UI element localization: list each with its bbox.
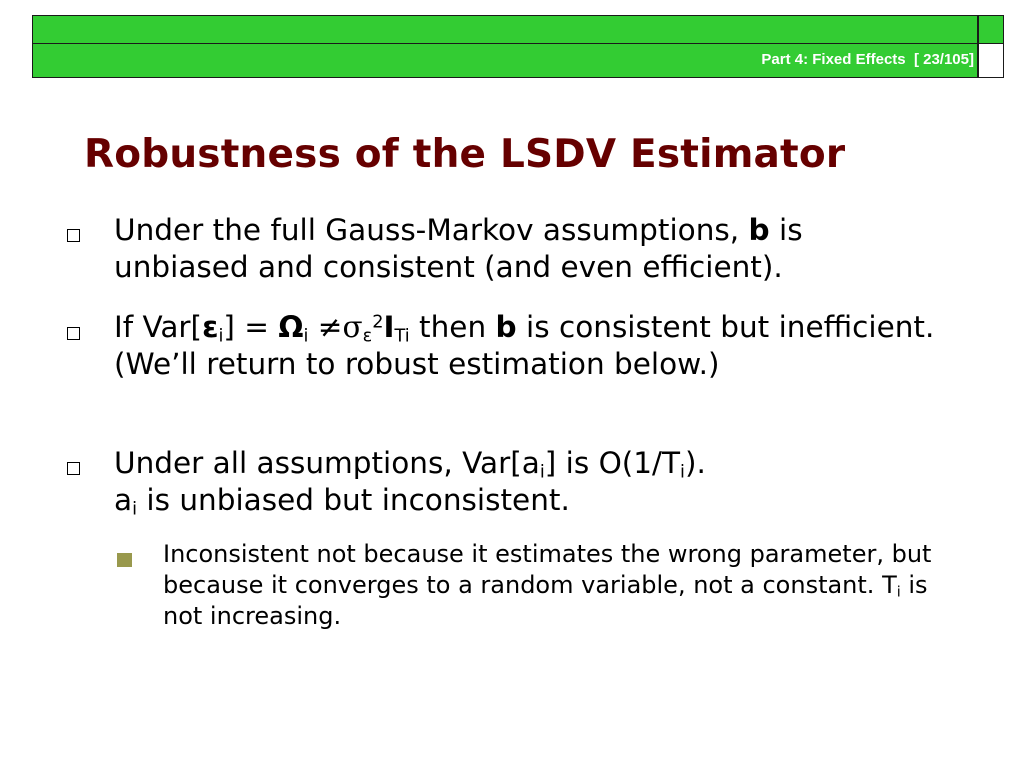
hollow-square-bullet-icon xyxy=(67,327,80,340)
bullet-text: Inconsistent not because it estimates the wrong parameter, but because it converges to a random variable, not a constant. T xyxy=(163,540,932,599)
subscript: i xyxy=(218,326,224,347)
header-band-top xyxy=(32,15,978,44)
epsilon-symbol: ε xyxy=(202,310,219,344)
superscript: 2 xyxy=(372,312,384,333)
omega-symbol: Ω xyxy=(278,310,304,344)
identity-symbol: I xyxy=(383,310,395,344)
header-corner-top xyxy=(978,15,1004,44)
bullet-item-all-assumptions xyxy=(114,445,944,519)
bullet-text: then xyxy=(409,310,496,344)
bullet-text: If Var[ xyxy=(114,310,203,344)
subscript: i xyxy=(132,499,137,520)
slide-title: Robustness of the LSDV Estimator xyxy=(84,132,846,177)
bullet-item-heteroscedastic xyxy=(114,309,944,383)
subscript: ε xyxy=(362,326,373,347)
filled-square-bullet-icon xyxy=(117,553,132,567)
estimator-symbol: b xyxy=(748,213,770,247)
bullet-text: ] = xyxy=(223,310,279,344)
subscript: i xyxy=(680,462,685,483)
subscript: i xyxy=(896,584,901,601)
bullet-text: is unbiased and consistent (and even efficient). xyxy=(114,213,803,284)
bullet-text: ≠ xyxy=(308,310,343,344)
subscript: i xyxy=(303,326,309,347)
bullet-item-gauss-markov xyxy=(114,212,944,286)
bullet-text: is not increasing. xyxy=(163,571,928,630)
bullet-text: ). xyxy=(684,446,706,480)
hollow-square-bullet-icon xyxy=(67,229,80,242)
sub-bullet-item-inconsistent xyxy=(163,539,933,632)
bullet-text: is consistent but inefficient. (We’ll return to robust estimation below.) xyxy=(114,310,935,381)
sigma-symbol: σ xyxy=(342,310,363,344)
bullet-text: Under the full Gauss-Markov assumptions, xyxy=(114,213,749,247)
bullet-text: is unbiased but inconsistent. xyxy=(137,483,570,517)
slide-section-label: Part 4: Fixed Effects [ 23/105] xyxy=(761,51,974,68)
estimator-symbol: b xyxy=(495,310,517,344)
subscript: i xyxy=(539,462,545,483)
header-corner-bottom xyxy=(978,43,1004,78)
hollow-square-bullet-icon xyxy=(67,462,80,475)
bullet-text: Under all assumptions, Var[a xyxy=(114,446,540,480)
bullet-text: a xyxy=(114,483,133,517)
bullet-text: ] is O(1/T xyxy=(544,446,681,480)
subscript: Ti xyxy=(394,326,410,347)
